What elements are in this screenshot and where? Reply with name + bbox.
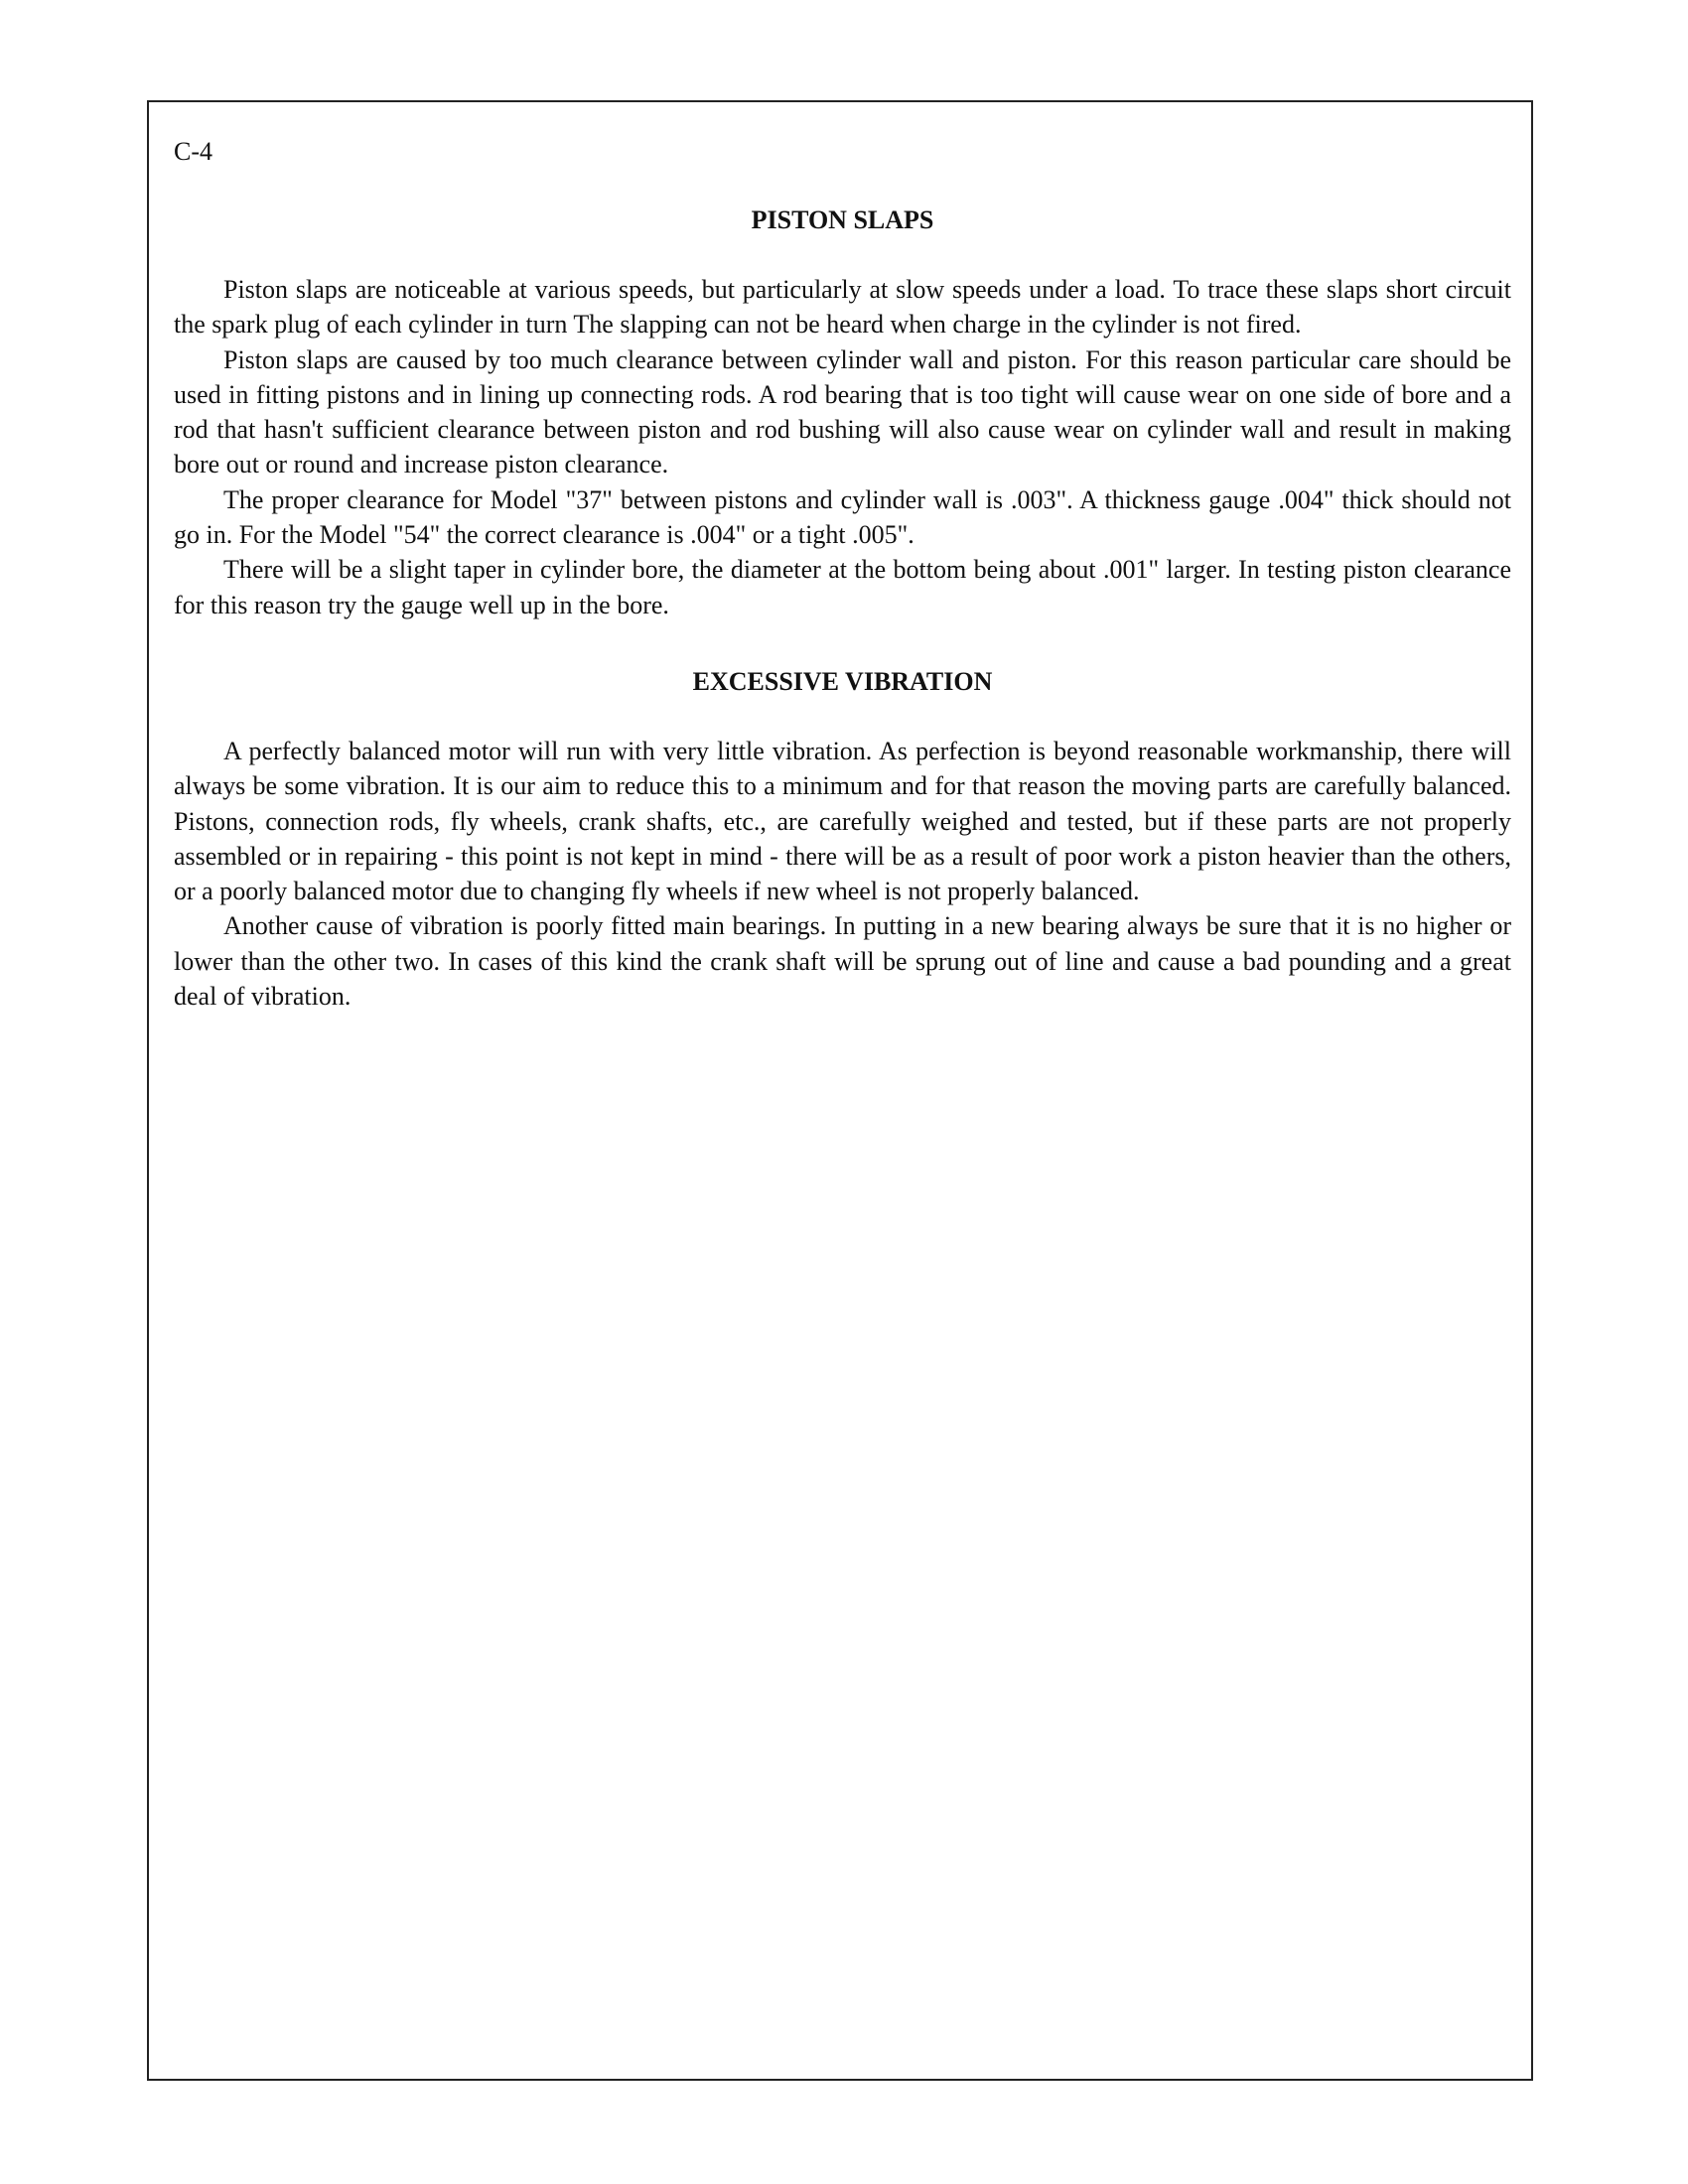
paragraph: The proper clearance for Model "37" between pistons and cylinder wall is .003". A thickness gauge .004" thick should not go in. For the Model "54" the correct clearance is .004" or a tight .005". — [174, 484, 1511, 550]
paragraph: Piston slaps are noticeable at various speeds, but particularly at slow speeds under a load. To trace these slaps short circuit the spark plug of each cylinder in turn The slapping can not be heard when charge in the cylinder is not fired. — [174, 275, 1511, 340]
paragraph: Piston slaps are caused by too much clearance between cylinder wall and piston. For this reason particular care should be used in fitting pistons and in lining up connecting rods. A rod bearing that is too tight will cause wear on one side of bore and a rod that hasn't sufficient clearance between piston and rod bushing will also cause wear on cylinder wall and result in making bore out or round and increase piston clearance. — [174, 344, 1511, 479]
paragraph: There will be a slight taper in cylinder bore, the diameter at the bottom being about .001" larger. In testing piston clearance for this reason try the gauge well up in the bore. — [174, 555, 1511, 619]
document-body — [174, 205, 1511, 1014]
section-heading-piston-slaps: PISTON SLAPS — [751, 205, 934, 234]
paragraph: Another cause of vibration is poorly fitted main bearings. In putting in a new bearing always be sure that it is no higher or lower than the other two. In cases of this kind the crank shaft will be sprung out of line and cause a bad pounding and a great deal of vibration. — [174, 911, 1511, 1012]
paragraph: A perfectly balanced motor will run with very little vibration. As perfection is beyond reasonable workmanship, there will always be some vibration. It is our aim to reduce this to a minimum and for that reason the moving parts are carefully balanced. Pistons, connection rods, fly wheels, crank shafts, etc., are carefully weighed and tested, but if these parts are not properly assembled or in repairing - this point is not kept in mind - there will be as a result of poor work a piston heavier than the others, or a poorly balanced motor due to changing fly wheels if new wheel is not properly balanced. — [174, 736, 1511, 906]
section-heading-excessive-vibration: EXCESSIVE VIBRATION — [692, 666, 993, 696]
page-number: C-4 — [174, 137, 212, 166]
